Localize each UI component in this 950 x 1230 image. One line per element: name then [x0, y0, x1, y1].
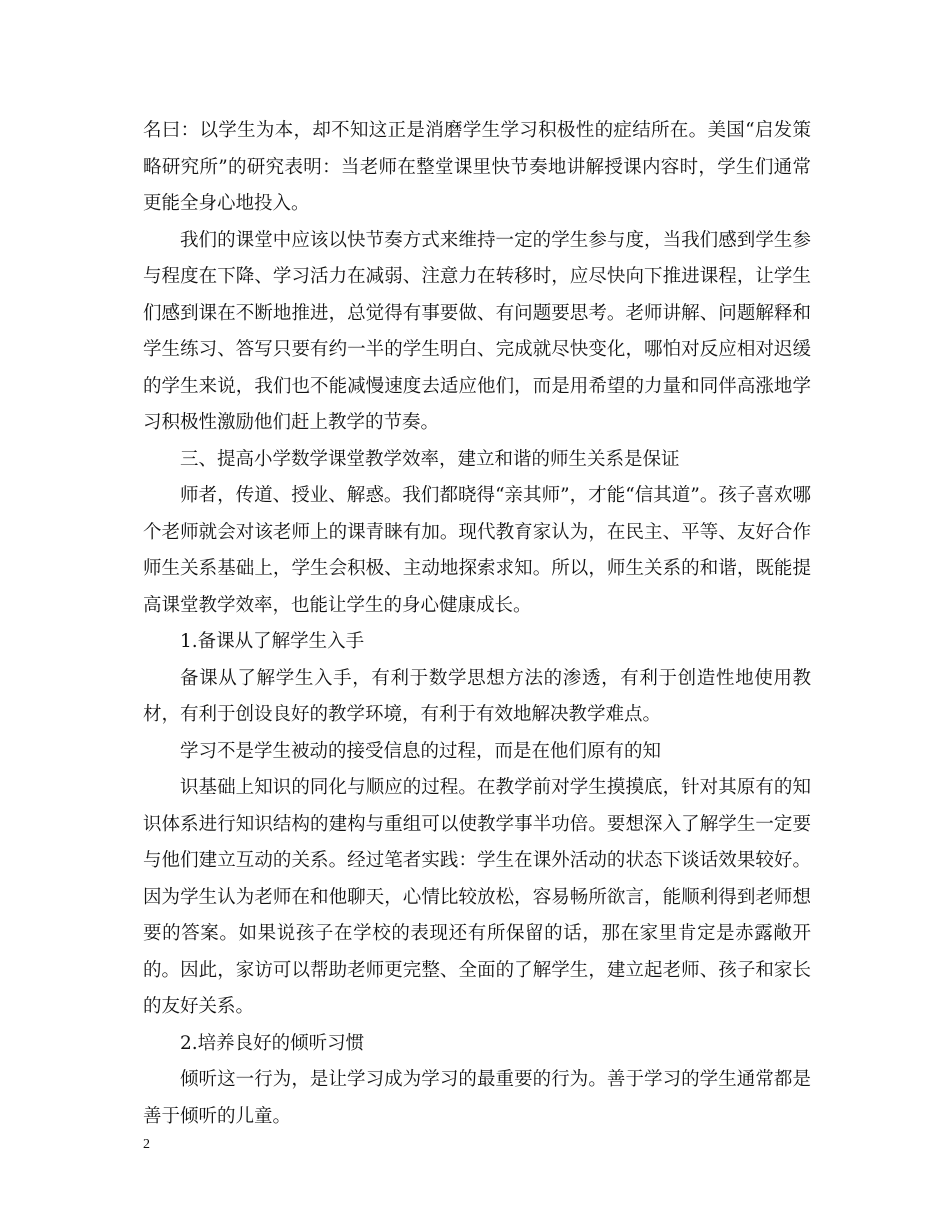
- paragraph-teacher-student: 师者，传道、授业、解惑。我们都晓得“亲其师”，才能“信其道”。孩子喜欢哪个老师就会对该老师上的课青睐有加。现代教育家认为，在民主、平等、友好合作师生关系基础上，学生会积极、主动地探索求知。所以，师生关系的和谐，既能提高课堂教学效率，也能让学生的身心健康成长。: [143, 485, 811, 616]
- subheading-one: 1.备课从了解学生入手: [180, 631, 365, 652]
- section-heading-three: 三、提高小学数学课堂教学效率，建立和谐的师生关系是保证: [180, 448, 680, 470]
- subheading-two: 2.培养良好的倾听习惯: [180, 1032, 365, 1054]
- page-number: 2: [143, 1137, 150, 1152]
- paragraph-pace: 我们的课堂中应该以快节奏方式来维持一定的学生参与度，当我们感到学生参与程度在下降、学习活力在减弱、注意力在转移时，应尽快向下推进课程，让学生们感到课在不断地推进，总觉得有事要做、有问题要思考。老师讲解、问题解释和学生练习、答写只要有约一半的学生明白、完成就尽快变化，哪怕对反应相对迟缓的学生来说，我们也不能减慢速度去适应他们，而是用希望的力量和同伴高涨地学习积极性激励他们赶上教学的节奏。: [143, 229, 811, 433]
- paragraph-listening: 倾听这一行为，是让学习成为学习的最重要的行为。善于学习的学生通常都是善于倾听的儿童。: [143, 1069, 811, 1127]
- paragraph-learning-process: 学习不是学生被动的接受信息的过程，而是在他们原有的知: [180, 740, 662, 762]
- document-body: [143, 113, 811, 1135]
- paragraph-lesson-prep: 备课从了解学生入手，有利于数学思想方法的渗透，有利于创造性地使用教材，有利于创设良好的教学环境，有利于有效地解决教学难点。: [143, 667, 811, 725]
- paragraph-knowledge-base: 识基础上知识的同化与顺应的过程。在教学前对学生摸摸底，针对其原有的知识体系进行知识结构的建构与重组可以使教学事半功倍。要想深入了解学生一定要与他们建立互动的关系。经过笔者实践：学生在课外活动的状态下谈话效果较好。因为学生认为老师在和他聊天，心情比较放松，容易畅所欲言，能顺利得到老师想要的答案。如果说孩子在学校的表现还有所保留的话，那在家里肯定是赤露敞开的。因此，家访可以帮助老师更完整、全面的了解学生，建立起老师、孩子和家长的友好关系。: [143, 777, 811, 1017]
- paragraph-continuation: 名曰：以学生为本，却不知这正是消磨学生学习积极性的症结所在。美国“启发策略研究所”的研究表明：当老师在整堂课里快节奏地讲解授课内容时，学生们通常更能全身心地投入。: [143, 120, 811, 214]
